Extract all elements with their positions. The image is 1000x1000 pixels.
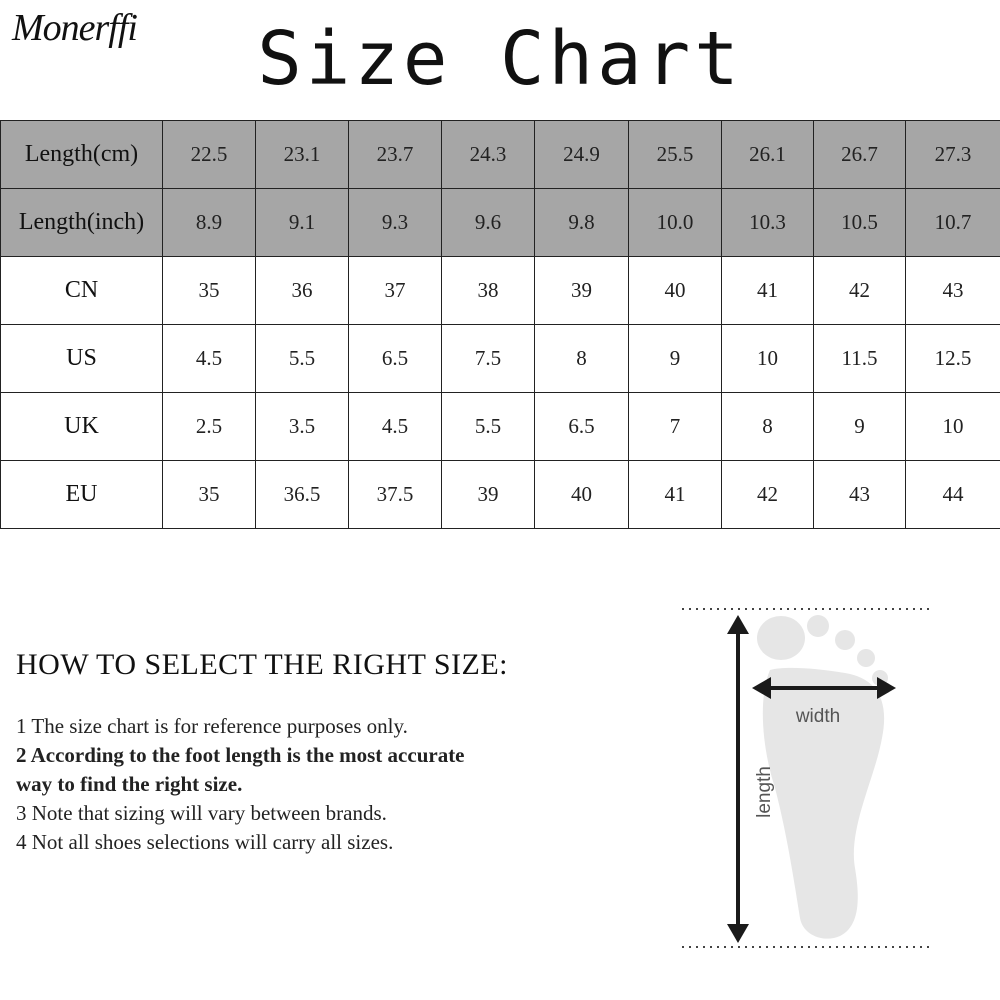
table-row [1,461,1000,529]
table-cell: 24.3 [442,121,535,189]
table-row [1,325,1000,393]
table-row [1,393,1000,461]
foot-icon [757,615,888,939]
table-cell: 26.1 [722,121,814,189]
row-label: Length(inch) [1,189,163,257]
table-cell: 25.5 [629,121,722,189]
table-cell: 7 [629,393,722,461]
howto-steps [16,712,486,857]
page-title: Size Chart [257,16,743,102]
row-label: CN [1,257,163,325]
table-row [1,257,1000,325]
table-cell: 9.8 [535,189,629,257]
table-cell: 35 [163,461,256,529]
brand-logo: Monerffi [12,7,137,49]
table-cell: 9.3 [349,189,442,257]
table-cell: 3.5 [256,393,349,461]
row-label: UK [1,393,163,461]
size-chart-table [0,120,1000,529]
table-cell: 9 [814,393,906,461]
table-cell: 44 [906,461,1000,529]
table-cell: 4.5 [163,325,256,393]
howto-step: 4 Not all shoes selections will carry all sizes. [16,830,394,854]
table-cell: 11.5 [814,325,906,393]
table-cell: 23.1 [256,121,349,189]
table-cell: 10.7 [906,189,1000,257]
howto-step: 2 According to the foot length is the most accurate way to find the right size. [16,743,465,796]
table-cell: 39 [442,461,535,529]
table-cell: 9 [629,325,722,393]
table-cell: 36.5 [256,461,349,529]
table-cell: 41 [629,461,722,529]
table-cell: 9.1 [256,189,349,257]
table-cell: 35 [163,257,256,325]
table-cell: 5.5 [256,325,349,393]
table-cell: 43 [814,461,906,529]
table-cell: 10.0 [629,189,722,257]
foot-measure-diagram [670,598,950,958]
table-cell: 8 [722,393,814,461]
howto-title: HOW TO SELECT THE RIGHT SIZE: [16,648,509,681]
table-cell: 22.5 [163,121,256,189]
table-cell: 6.5 [349,325,442,393]
length-label: length [754,766,775,818]
table-row [1,121,1000,189]
table-cell: 37.5 [349,461,442,529]
table-cell: 38 [442,257,535,325]
table-cell: 27.3 [906,121,1000,189]
table-cell: 23.7 [349,121,442,189]
table-cell: 40 [535,461,629,529]
row-label: EU [1,461,163,529]
table-cell: 7.5 [442,325,535,393]
table-cell: 41 [722,257,814,325]
table-cell: 43 [906,257,1000,325]
table-cell: 39 [535,257,629,325]
howto-step: 3 Note that sizing will vary between brands. [16,801,387,825]
table-cell: 4.5 [349,393,442,461]
table-cell: 10 [906,393,1000,461]
table-cell: 26.7 [814,121,906,189]
table-cell: 2.5 [163,393,256,461]
row-label: US [1,325,163,393]
row-label: Length(cm) [1,121,163,189]
table-cell: 12.5 [906,325,1000,393]
table-cell: 37 [349,257,442,325]
width-label: width [795,706,841,727]
table-cell: 40 [629,257,722,325]
table-cell: 8.9 [163,189,256,257]
table-cell: 8 [535,325,629,393]
table-cell: 9.6 [442,189,535,257]
table-cell: 36 [256,257,349,325]
table-cell: 24.9 [535,121,629,189]
table-cell: 10.3 [722,189,814,257]
table-cell: 5.5 [442,393,535,461]
table-row [1,189,1000,257]
table-cell: 10.5 [814,189,906,257]
table-cell: 10 [722,325,814,393]
table-cell: 42 [814,257,906,325]
howto-step: 1 The size chart is for reference purposes only. [16,714,408,738]
length-arrow [727,615,749,943]
table-cell: 6.5 [535,393,629,461]
table-cell: 42 [722,461,814,529]
